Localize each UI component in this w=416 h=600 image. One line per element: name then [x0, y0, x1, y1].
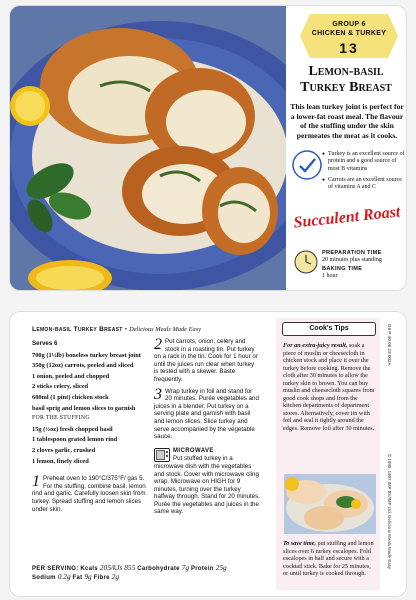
ingredient-item: 1 onion, peeled and chopped: [32, 372, 110, 380]
tip-1-text: soak a piece of muslin or cheesecloth in chicken stock and place it over the turkey before cooking. Remove the cloth after 30 minutes to allow the turkey skin to brown. You can buy muslin and cheesecloth squares from good cook shops and from the kitchen departments of department stores. Alternatively, cover tin with foil and seal it tightly around the edges. Remove foil after 30 minutes.: [283, 342, 375, 432]
fat-value: 9g: [84, 572, 92, 582]
brand-logo: Succulent Roast: [292, 203, 402, 232]
method-step-3: [154, 385, 260, 441]
protein-label: Protein: [190, 566, 214, 572]
recipe-title-line1: Lemon-basil: [308, 64, 384, 79]
ingredient-item: 2 sticks celery, sliced: [32, 383, 89, 391]
cooks-tips-header: Cook's Tips: [282, 322, 376, 336]
ingredient-item: 350g (12oz) carrots, peeled and sliced: [32, 362, 134, 370]
stuffing-item: 15g (½oz) fresh chopped basil: [32, 425, 113, 433]
front-info-panel: [286, 6, 406, 290]
stuffing-item: 2 cloves garlic, crushed: [32, 446, 96, 454]
ingredient-item: 600ml (1 pint) chicken stock: [32, 393, 109, 401]
tip-1-lead: For an extra-juicy result,: [283, 342, 348, 349]
recipe-card-front: [10, 6, 406, 290]
card-code: [384, 324, 392, 434]
ingredient-item: basil sprig and lemon slices to garnish: [32, 404, 136, 412]
health-bullet: ● Carrots are an excellent source of vitamins A and C: [322, 177, 406, 192]
cooks-tips-panel: [276, 318, 380, 590]
step-text: Wrap turkey in foil and stand for 20 minutes. Purée vegetables and juices in a blender. Put turkey on a serving plate and garnish with basil and lemon slices. Slice turkey and serve accompanied by the vegetable sauce.: [154, 387, 259, 441]
protein-value: 25g: [215, 563, 227, 572]
method-step-1: [32, 475, 148, 513]
recipe-card-back: [10, 312, 406, 596]
group-number-label: GROUP 6: [332, 21, 366, 28]
health-bullet: ● Turkey is an excellent source of protein and a good source of most B vitamins: [322, 151, 406, 173]
stuffing-item: 1 lemon, finely sliced: [32, 457, 89, 465]
nutrition-info: [32, 564, 268, 583]
series-subtitle: Delicious Meals Made Easy: [129, 326, 202, 333]
tip-1: [283, 342, 375, 432]
clock-icon: [294, 250, 318, 274]
stuffing-header: FOR THE STUFFING: [32, 415, 90, 422]
step-text: Preheat oven to 190°C/375°F/ gas 5. For the stuffing, combine basil, lemon rind and garlic. Carefully loosen skin from turkey. Spread stuffing and lemon slices under skin.: [32, 475, 146, 513]
microwave-header: MICROWAVE: [173, 447, 214, 454]
per-serving-label: PER SERVING:: [32, 566, 79, 572]
kcals-value: 205/kJs 855: [99, 563, 136, 572]
tip-2-lead: To save time,: [283, 540, 316, 547]
step-number: 3: [154, 385, 162, 403]
sodium-label: Sodium: [32, 575, 56, 582]
copyright: [384, 454, 392, 590]
health-check-icon: [292, 150, 322, 180]
escalopes-photo: [284, 474, 376, 534]
card-code-text: G6 P 40 06 23 002A: [387, 324, 392, 366]
fat-label: Fat: [72, 575, 83, 582]
microwave-section: [154, 447, 260, 516]
group-category-label: CHICKEN & TURKEY: [311, 30, 387, 37]
baking-time-label: BAKING TIME: [322, 266, 363, 272]
step-number: 1: [32, 473, 40, 491]
microwave-icon: [154, 448, 170, 462]
sodium-value: 0.2g: [57, 572, 71, 582]
method-column: [154, 338, 260, 520]
recipe-intro: This lean turkey joint is perfect for a lower-fat roast meal. The flavour of the stuffing under the skin permeates the meat as it cooks.: [290, 102, 404, 140]
recipe-title: [286, 64, 406, 96]
carbohydrate-label: Carbohydrate: [137, 566, 180, 572]
turkey-breast-photo: [10, 6, 286, 290]
ingredient-item: 700g (1½lb) boneless turkey breast joint: [32, 351, 141, 359]
method-step-2: [154, 338, 260, 384]
step-number: 2: [154, 336, 162, 353]
tip-2-text: put stuffing and lemon slices over 6 turkey escalopes. Fold escalopes in half and secure with a cocktail stick. Bake for 25 minutes, or until turkey is cooked through.: [283, 540, 374, 577]
times-block: [322, 250, 406, 280]
serves-label: Serves 6: [32, 340, 58, 347]
carbohydrate-value: 7g: [181, 563, 190, 572]
prep-time-label: PREPARATION TIME: [322, 250, 382, 256]
group-label: [300, 20, 398, 38]
card-number: 13: [339, 40, 359, 56]
header-bullet: •: [124, 326, 128, 333]
step-text: Put carrots, onion, celery and stock in a roasting tin. Put turkey on a rack in the tin. Cook for 1 hour or until the juices run clear when turkey is tested with a skewer. Baste frequently.: [154, 338, 258, 383]
health-bullets: [322, 151, 406, 195]
microwave-text: Put stuffed turkey in a microwave dish with the vegetables and stock. Cover with microwave cling wrap. Microwave on HIGH for 9 minutes, turning over the turkey halfway through. Stand for 20 minutes. Purée the vegetables and juices in the same way.: [154, 455, 260, 516]
ingredients-column: [32, 340, 148, 513]
back-header: [32, 326, 201, 333]
stuffing-item: 1 tablespoon grated lemon rind: [32, 436, 118, 444]
tip-2: [283, 540, 375, 578]
fibre-value: 2g: [111, 572, 120, 582]
kcals-label: Kcals: [80, 566, 98, 572]
prep-time-value: 20 minutes plus standing: [322, 257, 382, 263]
copyright-text: © 1995, 1997 IMP BV/IMP Ltd. Delicious Meals Made Easy: [387, 454, 392, 570]
group-tab: [300, 12, 398, 60]
recipe-title-line2: Turkey Breast: [300, 80, 392, 95]
fibre-label: Fibre: [93, 575, 110, 582]
baking-time-value: 1 hour: [322, 273, 338, 279]
back-recipe-title: Lemon-basil Turkey Breast: [32, 326, 123, 333]
